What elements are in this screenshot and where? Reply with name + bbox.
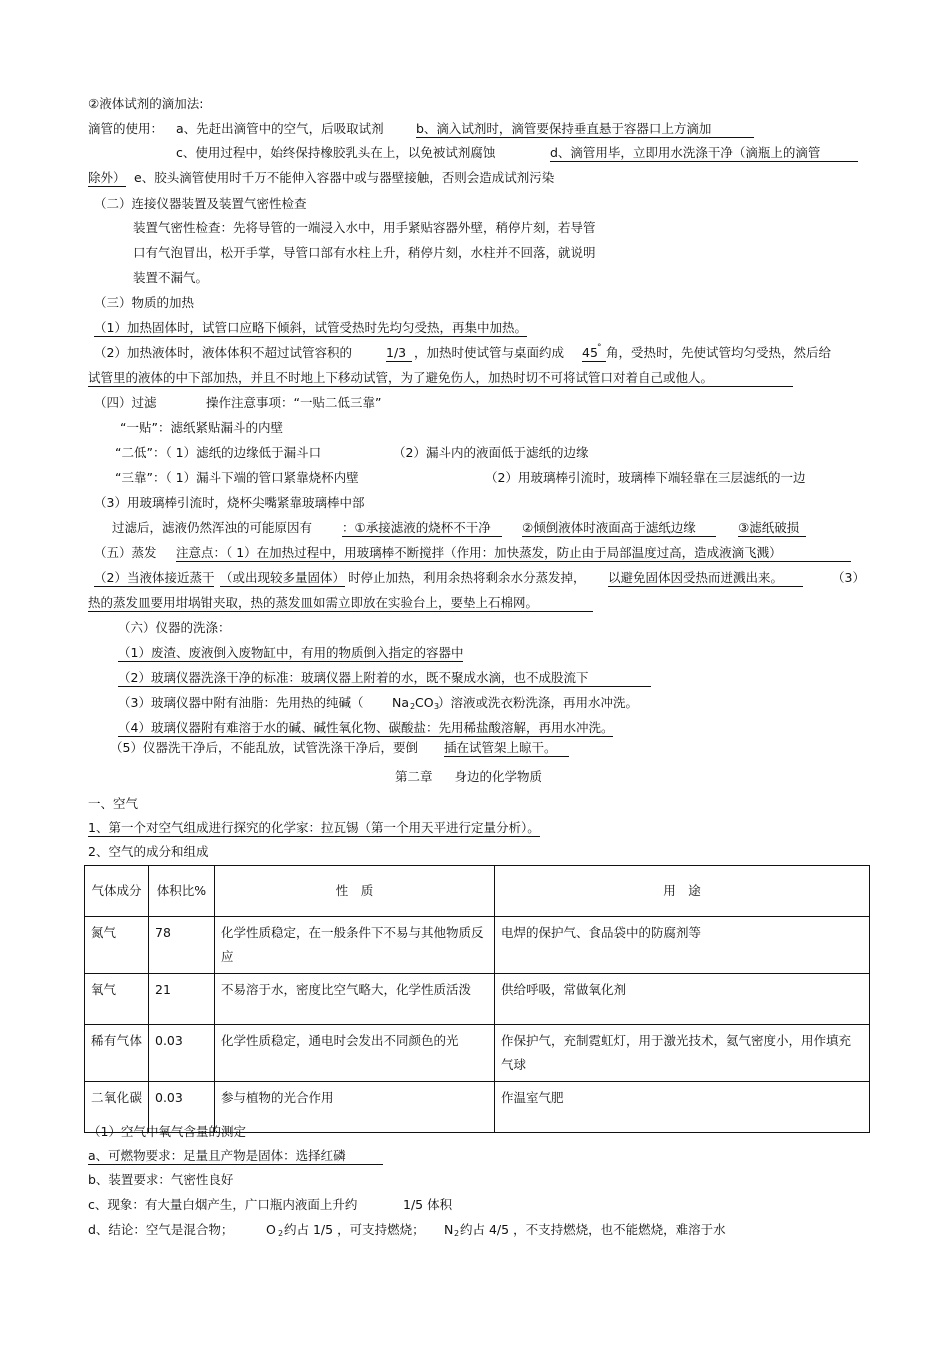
air-p1-text: 1、第一个对空气组成进行探究的化学家：拉瓦锡（第一个用天平进行定量分析）。	[88, 820, 540, 835]
filter-rod: （3）用玻璃棒引流时，烧杯尖嘴紧靠玻璃棒中部	[94, 495, 365, 510]
header-volume: 体积比%	[149, 866, 215, 917]
wash-5-b: 插在试管架上晾干。	[444, 740, 569, 757]
cell-property: 参与植物的光合作用	[215, 1082, 495, 1133]
dropper-line-1	[88, 121, 868, 139]
dropper-label: 滴管的使用：	[88, 121, 164, 136]
dropper-a: a、先赶出滴管中的空气，后吸取试剂	[176, 121, 384, 136]
filter-reasons-a: 过滤后，滤液仍然浑浊的可能原因有	[112, 520, 313, 535]
o2-d-o: O	[266, 1222, 276, 1237]
cell-gas: 氮气	[85, 917, 149, 974]
table-header-row	[85, 866, 870, 917]
filter-three-b: （2）用玻璃棒引流时，玻璃棒下端轻靠在三层滤纸的一边	[485, 470, 806, 485]
wash-3-sub3: 3	[434, 702, 440, 711]
chapter-title	[395, 767, 542, 785]
heat-p2-a: （2）加热液体时，液体体积不超过试管容积的	[94, 345, 352, 360]
table-row	[85, 1025, 870, 1082]
evap-line-3	[88, 595, 608, 613]
evap-note: 注意点：（ 1）在加热过程中，用玻璃棒不断搅拌（作用：加快蒸发，防止由于局部温度过高，造成液滴飞溅）	[176, 545, 851, 562]
wash-heading: （六）仪器的洗涤：	[118, 620, 231, 635]
wash-3-sub2: 2	[410, 702, 416, 711]
filter-two	[115, 445, 715, 463]
evap-line-2	[94, 570, 864, 588]
connect-p3: 装置不漏气。	[133, 270, 209, 285]
heat-p1	[94, 320, 574, 338]
o2-heading: （1）空气中氧气含量的测定	[88, 1124, 246, 1139]
wash-2	[118, 670, 658, 688]
filter-reasons-b: ：①承接滤液的烧杯不干净	[342, 520, 502, 537]
dropper-line-2	[88, 145, 868, 163]
wash-5-a: （5）仪器洗干净后，不能乱放，试管洗涤干净后，要倒	[110, 740, 418, 755]
header-property: 性 质	[215, 866, 495, 917]
o2-d	[88, 1222, 788, 1240]
filter-reasons	[112, 520, 832, 538]
filter-three	[115, 470, 835, 488]
heat-p2	[94, 345, 874, 363]
cell-use: 作保护气，充制霓虹灯，用于激光技术，氦气密度小，用作填充气球	[495, 1025, 870, 1082]
heat-p3-text: 试管里的液体的中下部加热，并且不时地上下移动试管，为了避免伤人，加热时切不可将试管口对着自己或他人。	[88, 370, 793, 387]
wash-1-text: （1）废渣、废液倒入废物缸中，有用的物质倒入指定的容器中	[118, 645, 464, 660]
wash-4	[118, 720, 658, 738]
air-heading: 一、空气	[88, 796, 139, 811]
filter-heading-a: （四）过滤	[94, 395, 157, 410]
cell-volume: 21	[149, 974, 215, 1025]
filter-one: “一贴”：滤纸紧贴漏斗的内壁	[120, 420, 283, 435]
liquid-heading: ②液体试剂的滴加法:	[88, 96, 204, 111]
o2-c-a: c、现象：有大量白烟产生，广口瓶内液面上升约	[88, 1197, 358, 1212]
cell-property: 不易溶于水，密度比空气略大，化学性质活泼	[215, 974, 495, 1025]
cell-property: 化学性质稳定，通电时会发出不同颜色的光	[215, 1025, 495, 1082]
filter-two-a: “二低”：（ 1）滤纸的边缘低于漏斗口	[115, 445, 322, 460]
o2-a	[88, 1148, 388, 1166]
dropper-line-3	[88, 170, 868, 188]
o2-d-sub2b: 2	[454, 1229, 460, 1238]
evap-avoid: 以避免固体因受热而迸溅出来。	[608, 570, 803, 587]
air-composition-table	[84, 865, 870, 1133]
header-use: 用 途	[495, 866, 870, 917]
chapter-number: 第二章	[395, 769, 433, 784]
connect-p2: 口有气泡冒出，松开手掌，导管口部有水柱上升，稍停片刻，水柱并不回落，就说明	[133, 245, 596, 260]
wash-1	[118, 645, 518, 663]
o2-d-g: 约占 4/5 ，不支持燃烧，也不能燃烧，难溶于水	[460, 1222, 726, 1237]
filter-heading	[94, 395, 494, 413]
table-row	[85, 917, 870, 974]
dropper-except: 除外）	[88, 170, 126, 185]
o2-d-d: 约占 1/5 ，可支持燃烧；	[284, 1222, 425, 1237]
heat-p2-degree: °	[597, 343, 602, 353]
wash-3-na: Na	[392, 695, 410, 710]
dropper-d: d、滴管用毕，立即用水洗涤干净（滴瓶上的滴管	[550, 145, 858, 162]
wash-3-co: CO	[415, 695, 434, 710]
dropper-e: e、胶头滴管使用时千万不能伸入容器中或与器壁接触，否则会造成试剂污染	[134, 170, 555, 185]
heat-p1-text: （1）加热固体时，试管口应略下倾斜，试管受热时先均匀受热，再集中加热。	[94, 320, 527, 335]
heat-p3	[88, 370, 798, 388]
header-gas: 气体成分	[85, 866, 149, 917]
wash-5	[110, 740, 650, 758]
o2-b: b、装置要求：气密性良好	[88, 1172, 234, 1187]
filter-reasons-d: ③滤纸破损	[738, 520, 806, 537]
filter-heading-b: 操作注意事项：“一贴二低三靠”	[206, 395, 382, 410]
evap-near-dry: （2）当液体接近蒸干	[94, 570, 215, 585]
heat-p2-c: ，加热时使试管与桌面约成	[414, 345, 565, 360]
heat-heading: （三）物质的加热	[94, 295, 195, 310]
o2-c-b: 1/5 体积	[403, 1197, 453, 1212]
air-p2: 2、空气的成分和组成	[88, 844, 209, 859]
evap-stop: 时停止加热，利用余热将剩余水分蒸发掉，	[348, 570, 586, 585]
cell-volume: 0.03	[149, 1025, 215, 1082]
cell-gas: 二氧化碳	[85, 1082, 149, 1133]
cell-property: 化学性质稳定，在一般条件下不易与其他物质反应	[215, 917, 495, 974]
wash-3-f: ）溶液或洗衣粉洗涤，再用水冲洗。	[438, 695, 639, 710]
chapter-name: 身边的化学物质	[454, 769, 543, 784]
connect-p1: 装置气密性检查：先将导管的一端浸入水中，用手紧贴容器外壁，稍停片刻，若导管	[133, 220, 596, 235]
air-p1	[88, 820, 588, 838]
evap-heading: （五）蒸发	[94, 545, 157, 560]
cell-gas: 稀有气体	[85, 1025, 149, 1082]
cell-use: 作温室气肥	[495, 1082, 870, 1133]
heat-p2-fraction: 1/3	[386, 345, 412, 362]
evap-three: （3）	[832, 570, 865, 585]
dropper-b: b、滴入试剂时，滴管要保持垂直悬于容器口上方滴加	[416, 121, 754, 138]
wash-3-a: （3）玻璃仪器中附有油脂：先用热的纯碱（	[118, 695, 364, 710]
o2-c	[88, 1197, 488, 1215]
evap-solid: （或出现较多量固体）	[220, 570, 346, 585]
heat-p2-e: 角，受热时，先使试管均匀受热，然后给	[606, 345, 832, 360]
cell-gas: 氧气	[85, 974, 149, 1025]
wash-4-text: （4）玻璃仪器附有难溶于水的碱、碱性氧化物、碳酸盐：先用稀盐酸溶解，再用水冲洗。	[118, 720, 614, 735]
o2-a-text: a、可燃物要求：足量且产物是固体：选择红磷	[88, 1148, 383, 1165]
evap-dish: 热的蒸发皿要用坩埚钳夹取，热的蒸发皿如需立即放在实验台上，要垫上石棉网。	[88, 595, 593, 612]
cell-use: 电焊的保护气、食品袋中的防腐剂等	[495, 917, 870, 974]
filter-reasons-c: ②倾倒液体时液面高于滤纸边缘	[522, 520, 716, 537]
evap-line-1	[94, 545, 854, 563]
wash-3	[118, 695, 658, 713]
o2-d-a: d、结论：空气是混合物；	[88, 1222, 234, 1237]
cell-use: 供给呼吸，常做氧化剂	[495, 974, 870, 1025]
o2-d-sub2: 2	[278, 1229, 284, 1238]
heat-p2-angle: 45	[582, 345, 606, 362]
cell-volume: 78	[149, 917, 215, 974]
connect-heading: （二）连接仪器装置及装置气密性检查	[94, 196, 307, 211]
o2-d-n: N	[444, 1222, 454, 1237]
wash-2-text: （2）玻璃仪器洗涤干净的标准：玻璃仪器上附着的水，既不聚成水滴，也不成股流下	[118, 670, 651, 687]
cell-volume: 0.03	[149, 1082, 215, 1133]
filter-two-b: （2）漏斗内的液面低于滤纸的边缘	[393, 445, 589, 460]
filter-three-a: “三靠”：（ 1）漏斗下端的管口紧靠烧杯内壁	[115, 470, 359, 485]
dropper-c: c、使用过程中，始终保持橡胶乳头在上，以免被试剂腐蚀	[176, 145, 496, 160]
table-row	[85, 974, 870, 1025]
